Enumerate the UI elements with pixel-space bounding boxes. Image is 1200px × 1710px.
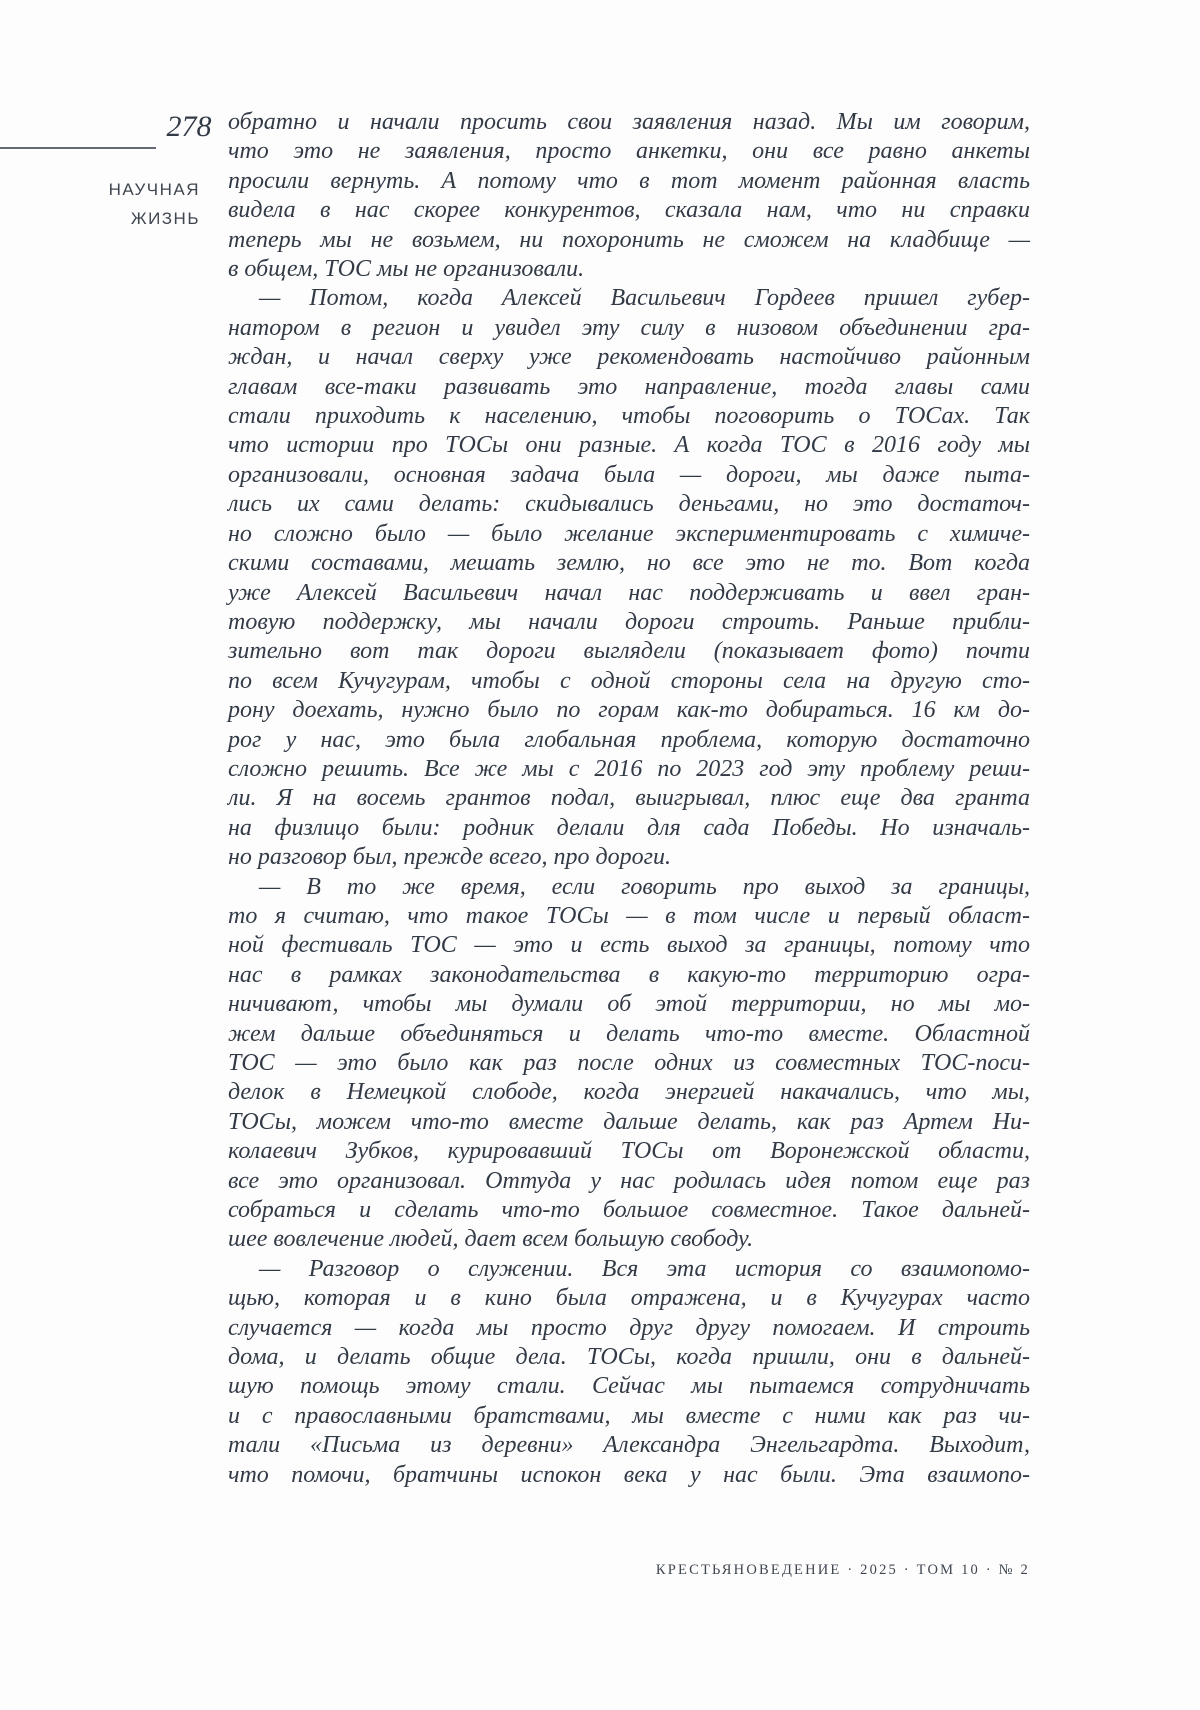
text-line: рону доехать, нужно было по горам как-то добираться. 16 км до- <box>228 697 1030 724</box>
text-line: рог у нас, это была глобальная проблема, которую достаточно <box>228 726 1030 753</box>
text-line: на физлицо были: родник делали для сада Победы. Но изначаль- <box>228 814 1030 841</box>
article-body <box>228 108 1030 1490</box>
text-line: уже Алексей Васильевич начал нас поддерживать и ввел гран- <box>228 579 1030 606</box>
text-line: стали приходить к населению, чтобы поговорить о ТОСах. Так <box>228 403 1030 430</box>
text-line: ждан, и начал сверху уже рекомендовать настойчиво районным <box>228 344 1030 371</box>
text-line: натором в регион и увидел эту силу в низовом объединении гра- <box>228 314 1030 341</box>
text-line: что истории про ТОСы они разные. А когда ТОС в 2016 году мы <box>228 432 1030 459</box>
text-line: — Потом, когда Алексей Васильевич Гордеев пришел губер- <box>259 285 1030 312</box>
text-line: то я считаю, что такое ТОСы — в том числе и первый област- <box>228 902 1030 929</box>
text-line: случается — когда мы просто друг другу помогаем. И строить <box>228 1314 1030 1341</box>
text-line: но сложно было — было желание экспериментировать с химиче- <box>228 520 1030 547</box>
page-number: 278 <box>166 110 212 143</box>
text-line: лись их сами делать: скидывались деньгами, но это достаточ- <box>228 491 1030 518</box>
text-line: ли. Я на восемь грантов подал, выигрывал, плюс еще два гранта <box>228 785 1030 812</box>
text-line: что это не заявления, просто анкетки, они все равно анкеты <box>228 138 1030 165</box>
text-line: и с православными братствами, мы вместе с ними как раз чи- <box>228 1402 1030 1429</box>
text-line: в общем, ТОС мы не организовали. <box>228 256 585 283</box>
text-line: обратно и начали просить свои заявления назад. Мы им говорим, <box>228 109 1030 135</box>
text-line: ТОС — это было как раз после одних из совместных ТОС-поси- <box>228 1050 1030 1076</box>
journal-footer: КРЕСТЬЯНОВЕДЕНИЕ · 2025 · ТОМ 10 · № 2 <box>655 1562 1030 1578</box>
text-line: щью, которая и в кино была отражена, и в Кучугурах часто <box>228 1285 1030 1312</box>
text-line: скими составами, мешать землю, но все это не то. Вот когда <box>228 550 1030 577</box>
text-line: все это организовал. Оттуда у нас родилась идея потом еще раз <box>228 1167 1030 1194</box>
text-line: тали «Письма из деревни» Александра Энгельгардта. Выходит, <box>228 1432 1030 1459</box>
text-line: шее вовлечение людей, дает всем большую свободу. <box>228 1226 754 1253</box>
text-line: жем дальше объединяться и делать что-то вместе. Областной <box>228 1020 1030 1047</box>
text-line: теперь мы не возьмем, ни похоронить не сможем на кладбище — <box>228 226 1030 253</box>
section-label-line1: НАУЧНАЯ <box>108 180 200 199</box>
text-line: но разговор был, прежде всего, про дороги. <box>228 844 671 871</box>
text-line: товую поддержку, мы начали дороги строить. Раньше прибли- <box>228 608 1030 635</box>
text-line: нас в рамках законодательства в какую-то территорию огра- <box>228 961 1030 988</box>
text-line: ничивают, чтобы мы думали об этой территории, но мы мо- <box>228 991 1030 1018</box>
section-label <box>0 176 200 233</box>
text-line: зительно вот так дороги выглядели (показывает фото) почти <box>228 638 1030 665</box>
text-line: ной фестиваль ТОС — это и есть выход за границы, потому что <box>228 932 1030 959</box>
text-line: дома, и делать общие дела. ТОСы, когда пришли, они в дальней- <box>228 1344 1030 1371</box>
text-line: что помочи, братчины испокон века у нас были. Эта взаимопо- <box>228 1461 1030 1488</box>
text-line: — В то же время, если говорить про выход за границы, <box>259 873 1030 900</box>
text-line: колаевич Зубков, курировавший ТОСы от Воронежской области, <box>228 1138 1030 1165</box>
text-line: делок в Немецкой слободе, когда энергией накачались, что мы, <box>228 1079 1030 1106</box>
margin-rule <box>0 147 156 149</box>
text-line: по всем Кучугурам, чтобы с одной стороны села на другую сто- <box>228 667 1030 694</box>
text-line: организовали, основная задача была — дороги, мы даже пыта- <box>228 461 1030 488</box>
text-line: ТОСы, можем что-то вместе дальше делать, как раз Артем Ни- <box>228 1108 1030 1135</box>
text-line: собраться и сделать что-то большое совместное. Такое дальней- <box>228 1197 1030 1224</box>
text-line: шую помощь этому стали. Сейчас мы пытаемся сотрудничать <box>228 1373 1030 1400</box>
text-line: просили вернуть. А потому что в тот момент районная власть <box>228 167 1030 194</box>
text-line: сложно решить. Все же мы с 2016 по 2023 год эту проблему реши- <box>228 755 1030 782</box>
section-label-line2: ЖИЗНЬ <box>130 208 200 228</box>
text-line: главам все-таки развивать это направление, тогда главы сами <box>228 373 1030 400</box>
text-line: видела в нас скорее конкурентов, сказала нам, что ни справки <box>228 197 1030 224</box>
text-line: — Разговор о служении. Вся эта история со взаимопомо- <box>259 1255 1030 1282</box>
